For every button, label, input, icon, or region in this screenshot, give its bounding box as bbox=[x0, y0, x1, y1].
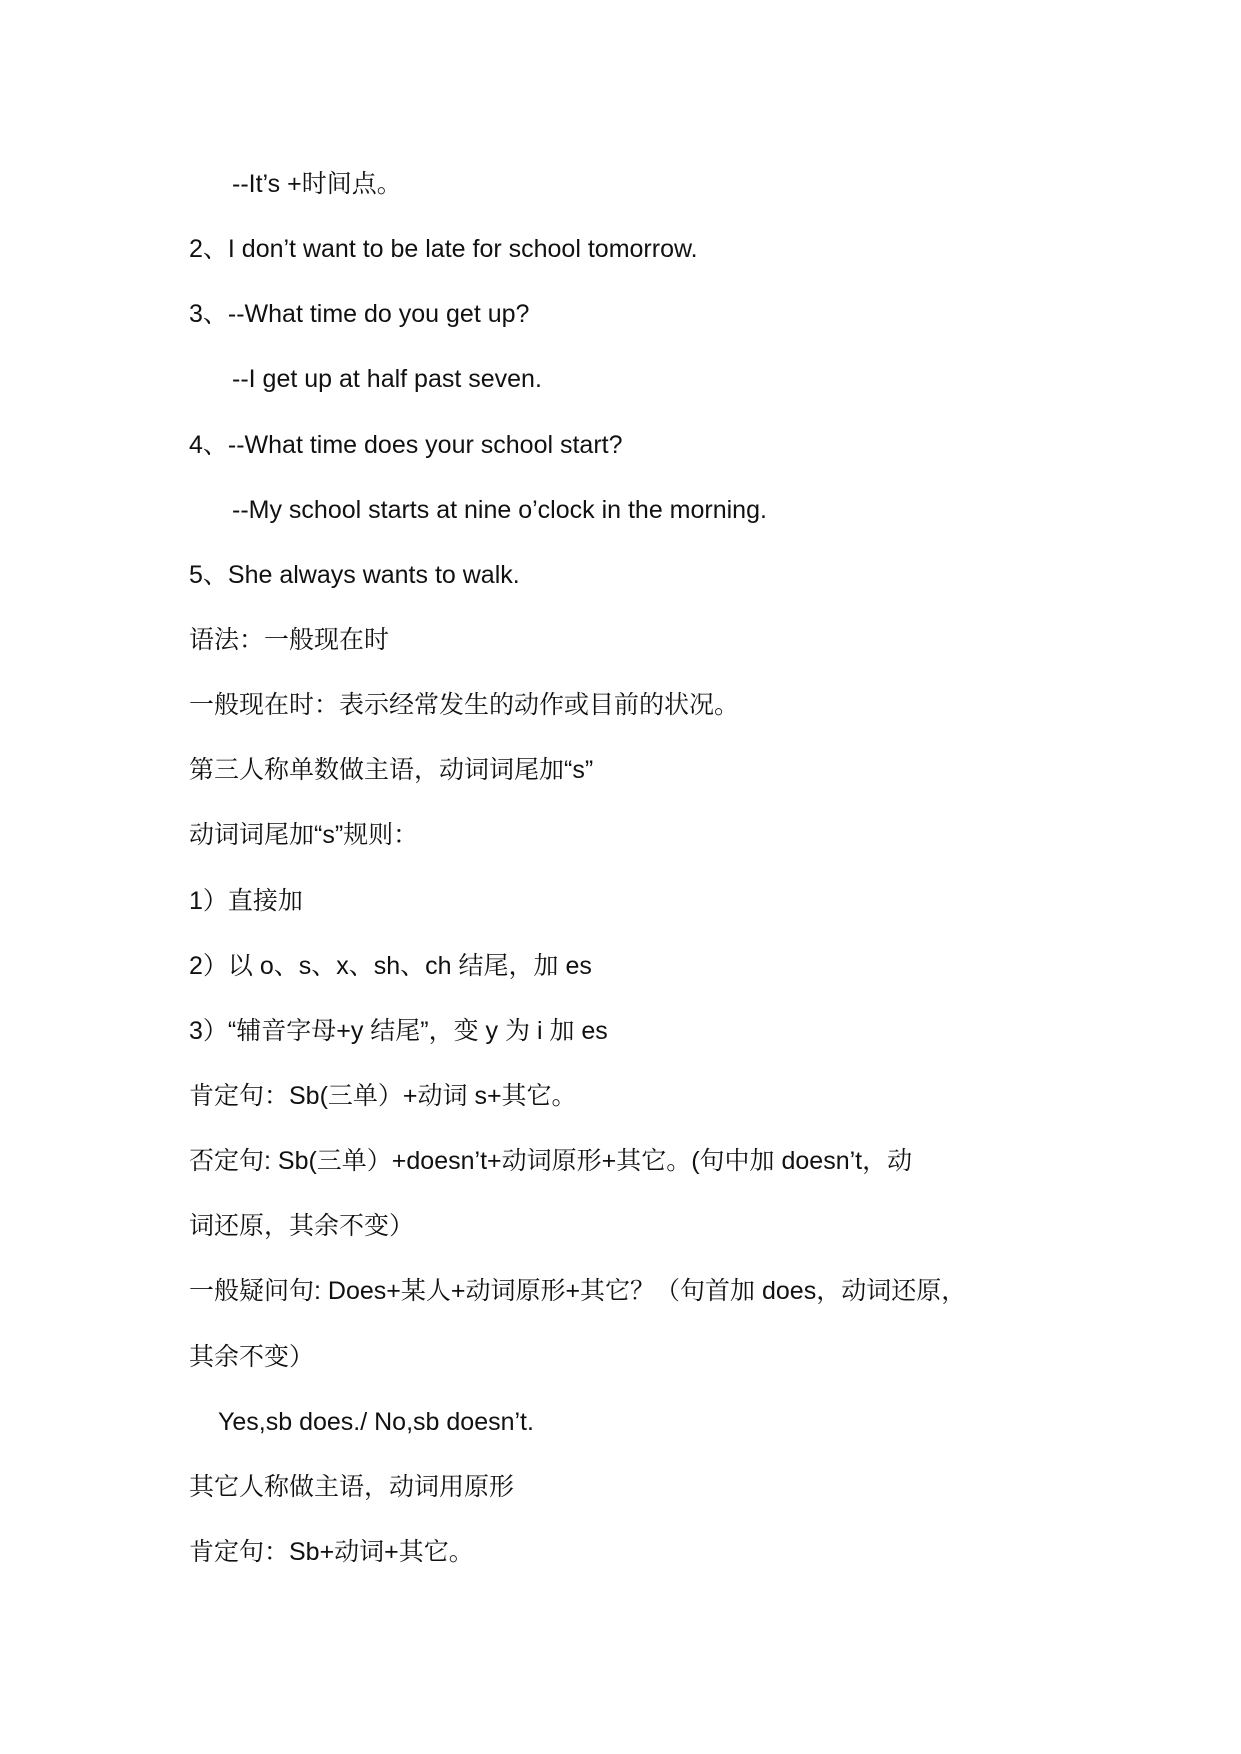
text-line: 其余不变） bbox=[189, 1343, 315, 1371]
text-line: --I get up at half past seven. bbox=[232, 365, 542, 393]
text-line: 其它人称做主语，动词用原形 bbox=[189, 1473, 515, 1501]
text-line: 一般疑问句: Does+某人+动词原形+其它？（句首加 does，动词还原， bbox=[189, 1277, 967, 1305]
text-line: 3）“辅音字母+y 结尾”，变 y 为 i 加 es bbox=[189, 1017, 608, 1045]
text-line: 第三人称单数做主语，动词词尾加“s” bbox=[189, 756, 594, 784]
text-line: 2）以 o、s、x、sh、ch 结尾，加 es bbox=[189, 952, 592, 980]
text-line: 否定句: Sb(三单）+doesn’t+动词原形+其它。(句中加 doesn’t，动 bbox=[189, 1147, 913, 1175]
text-line: --My school starts at nine o’clock in the morning. bbox=[232, 496, 767, 524]
text-line: 肯定句：Sb+动词+其它。 bbox=[189, 1538, 474, 1566]
text-line: 4、--What time does your school start? bbox=[189, 431, 623, 459]
text-line: 5、She always wants to walk. bbox=[189, 561, 520, 589]
text-line: --It’s +时间点。 bbox=[232, 170, 402, 198]
text-line: 语法：一般现在时 bbox=[189, 626, 390, 654]
text-line: 3、--What time do you get up? bbox=[189, 300, 530, 328]
text-line: 1）直接加 bbox=[189, 887, 303, 915]
text-line: 词还原，其余不变） bbox=[189, 1212, 415, 1240]
text-line: Yes,sb does./ No,sb doesn’t. bbox=[218, 1408, 534, 1436]
text-line: 一般现在时：表示经常发生的动作或目前的状况。 bbox=[189, 691, 740, 719]
text-line: 肯定句：Sb(三单）+动词 s+其它。 bbox=[189, 1082, 577, 1110]
text-line: 2、I don’t want to be late for school tomorrow. bbox=[189, 235, 698, 263]
text-line: 动词词尾加“s”规则： bbox=[189, 821, 419, 849]
